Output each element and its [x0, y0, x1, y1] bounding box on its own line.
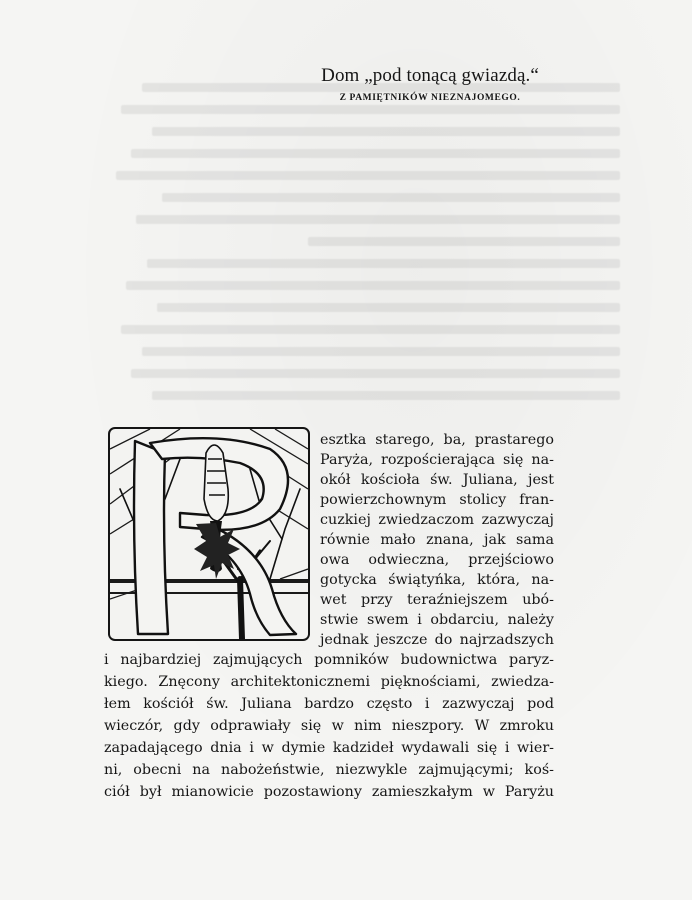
text-line: cuzkiej zwiedzaczom zazwyczaj: [320, 512, 554, 528]
text-line: esztka starego, ba, prastarego: [320, 432, 554, 448]
text-line: i najbardziej zajmujących pomników budownictwa paryz-: [104, 652, 554, 668]
text-line: wieczór, gdy odprawiały się w nim nieszpory. W zmroku: [104, 718, 554, 734]
text-line: powierzchownym stolicy fran-: [320, 492, 554, 508]
text-line: ciół był mianowicie pozostawiony zamieszkałym w Paryżu: [104, 784, 554, 800]
illustrated-initial: [108, 427, 310, 641]
text-line: owa odwieczna, przejściowo: [320, 552, 554, 568]
text-line: równie mało znana, jak sama: [320, 532, 554, 548]
show-through-text: [100, 70, 620, 430]
illustrated-initial-r-icon: [110, 429, 308, 639]
text-line: kiego. Znęcony architektonicznemi pięknościami, zwiedza-: [104, 674, 554, 690]
text-line: jednak jeszcze do najrzadszych: [320, 632, 554, 648]
text-line: wet przy teraźniejszem ubó-: [320, 592, 554, 608]
text-line: łem kościół św. Juliana bardzo często i zazwyczaj pod: [104, 696, 554, 712]
text-line: Paryża, rozpościerająca się na-: [320, 452, 554, 468]
text-line: okół kościoła św. Juliana, jest: [320, 472, 554, 488]
text-line: zapadającego dnia i w dymie kadzideł wydawali się i wier-: [104, 740, 554, 756]
page-subtitle: Z PAMIĘTNIKÓW NIEZNAJOMEGO.: [339, 93, 521, 103]
text-line: gotycka świątyńka, która, na-: [320, 572, 554, 588]
page-title: Dom „pod tonącą gwiazdą.“: [321, 65, 539, 86]
text-line: stwie swem i obdarciu, należy: [320, 612, 554, 628]
text-line: ni, obecni na nabożeństwie, niezwykle zajmującymi; koś-: [104, 762, 554, 778]
